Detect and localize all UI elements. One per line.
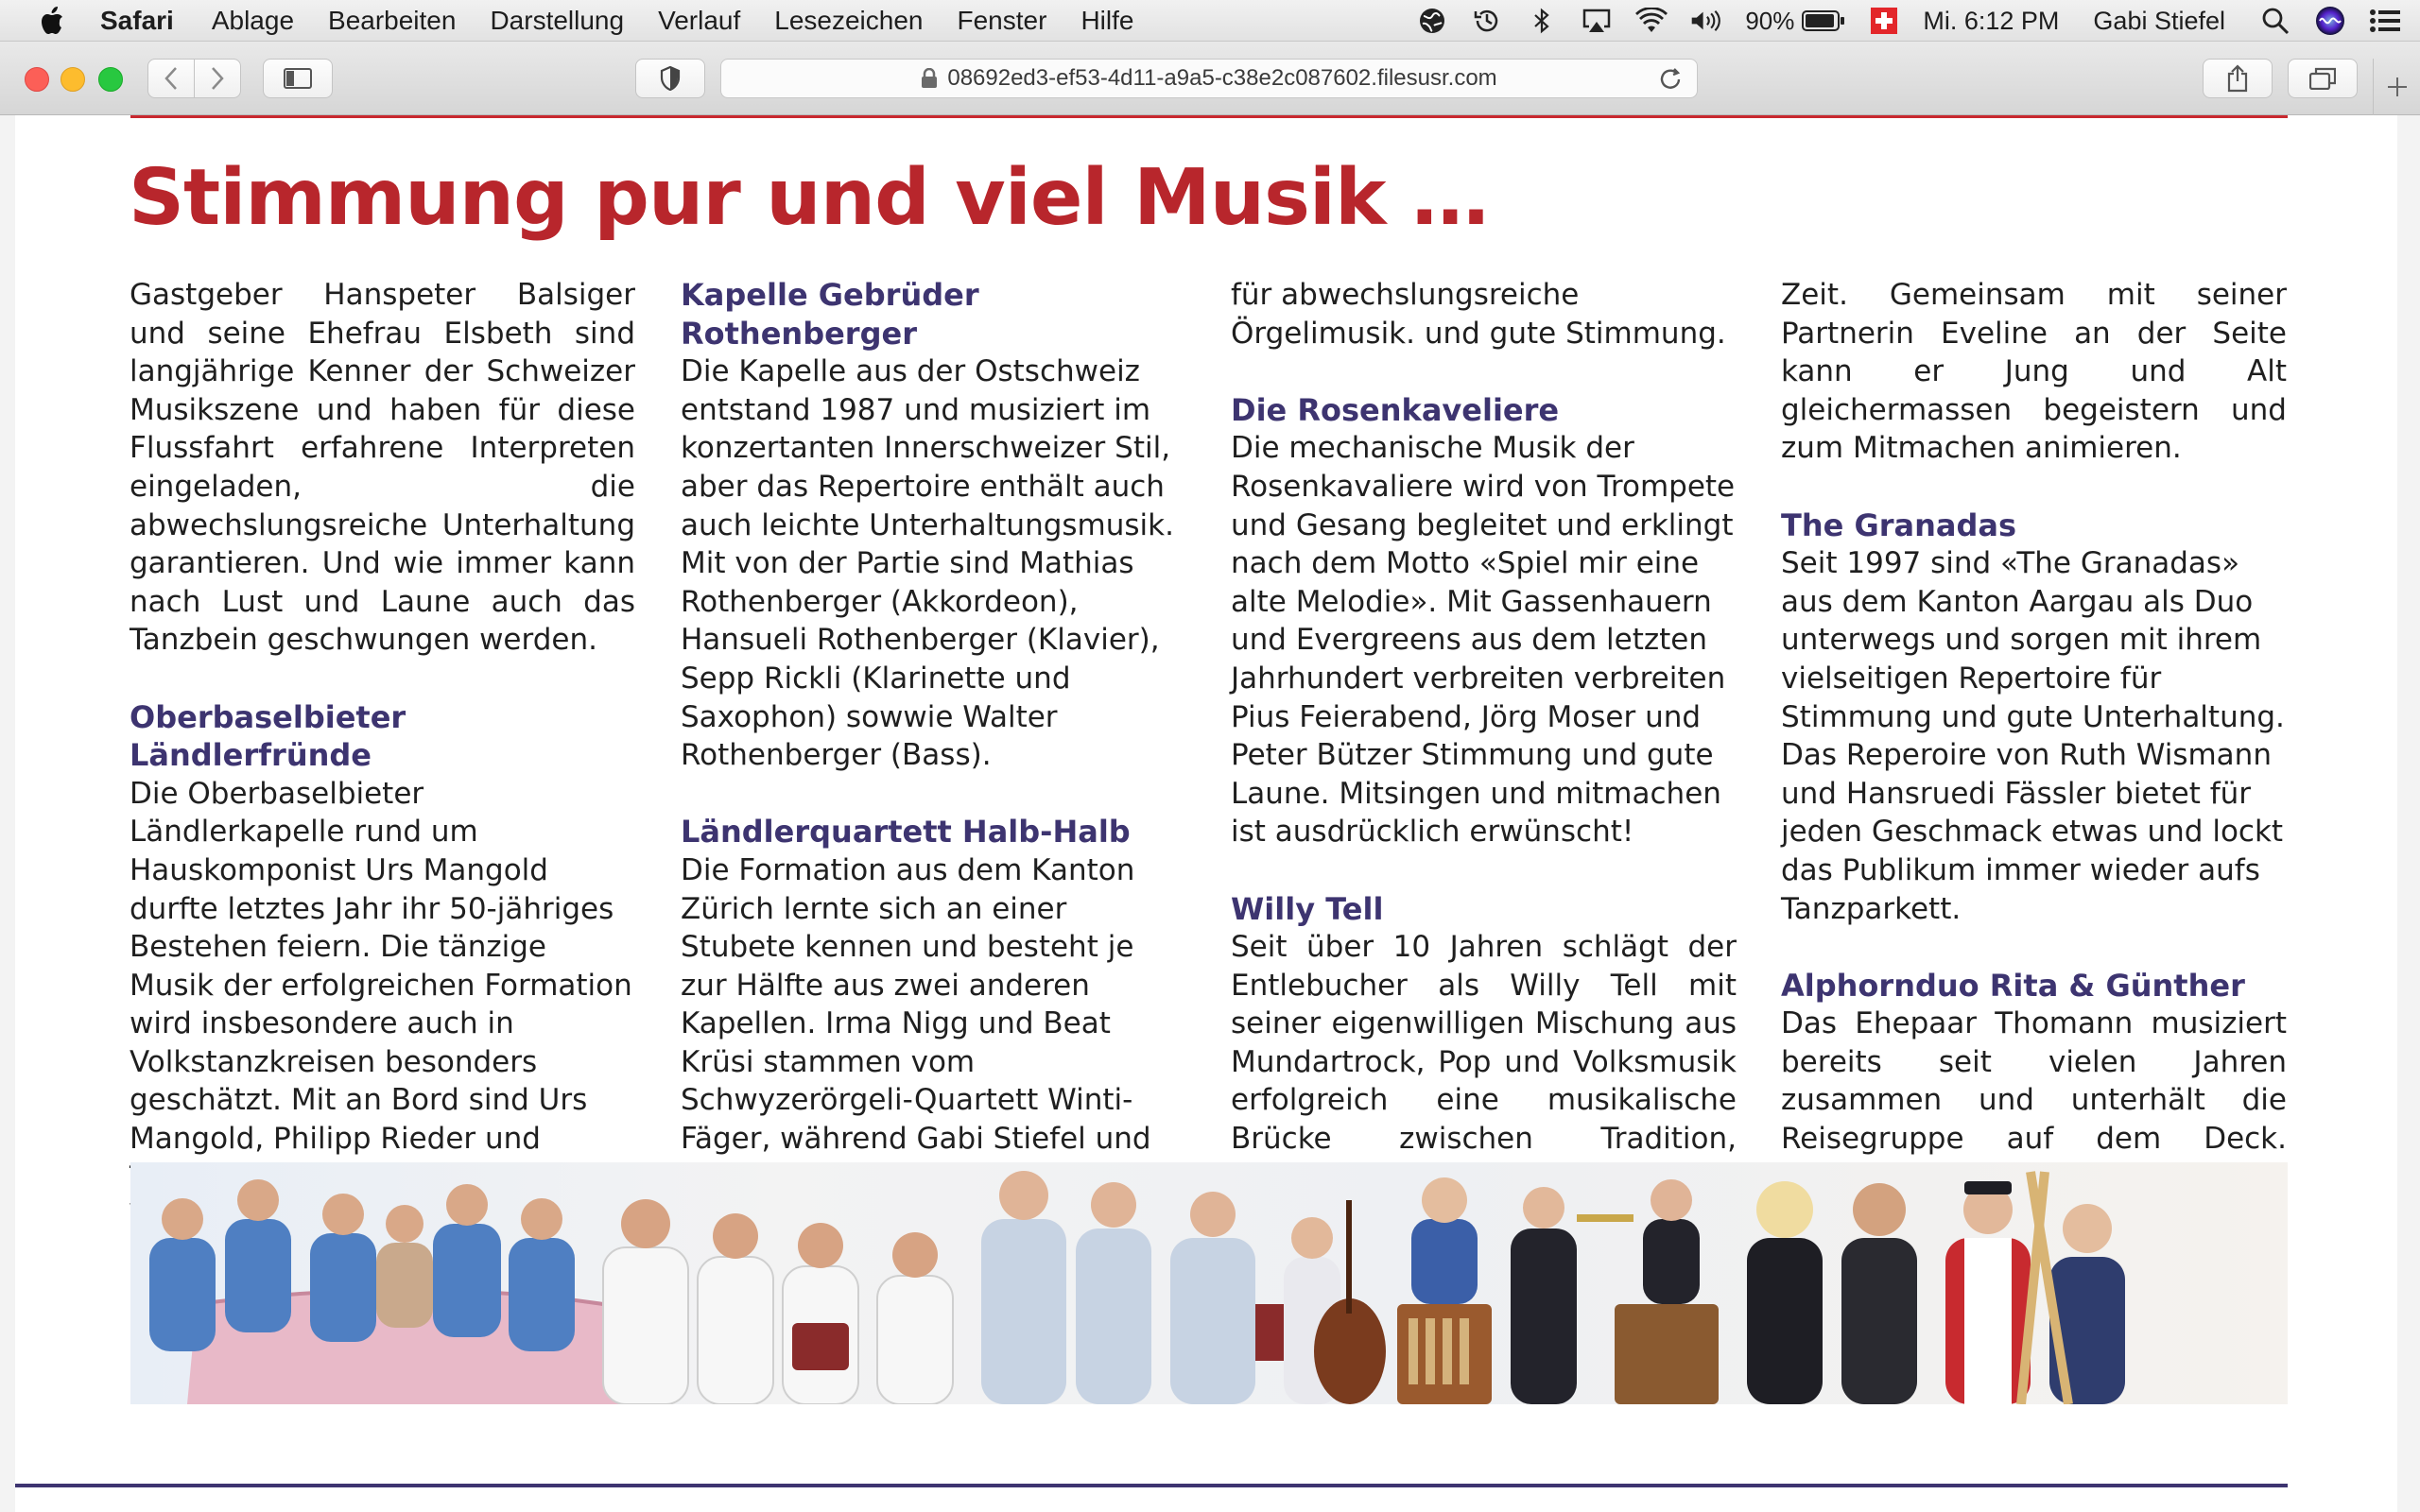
user-name[interactable]: Gabi Stiefel: [2093, 6, 2225, 35]
bottom-rule: [15, 1484, 2288, 1487]
back-button[interactable]: [147, 59, 195, 98]
share-button[interactable]: [2203, 59, 2273, 98]
section-rothenberger: [681, 276, 1186, 775]
section-title: Willy Tell: [1231, 890, 1384, 927]
page-margin-left: [0, 115, 15, 1512]
section-text: Das Ehepaar Thomann musiziert bereits seit vielen Jahren zusammen und unterhält die Reisegruppe auf dem Deck.: [1781, 1006, 2287, 1157]
section-text: Die Kapelle aus der Ostschweiz entstand 1987 und musiziert im konzertanten Innerschweizer Stil, aber das Repertoire enthält auch auch leichte Unterhaltungsmusik. Mit von der Partie sind Mathias Rothenberger (Akkordeon), Hansueli Rothenberger (Klavier), Sepp Rickli (Klarinette und Saxophon) sowwie Walter Rothenberger (Bass).: [681, 354, 1174, 773]
section-title: Alphornduo Rita & Günther: [1781, 967, 2245, 1004]
section-continuation: Zeit. Gemeinsam mit seiner Partnerin Eveline an der Seite kann er Jung und Alt gleichermassen begeistern und zum Mitmachen animieren.: [1781, 278, 2287, 466]
chevron-left-icon: [164, 66, 179, 91]
list-icon[interactable]: [2369, 5, 2401, 37]
battery-percent: 90%: [1745, 6, 1795, 35]
section-text: Die mechanische Musik der Rosenkavaliere wird von Trompete und Gesang begleitet und erklingt nach dem Motto «Spiel mir eine alte Melodie». Mit Gassenhauern und Evergreens aus dem letzten Jahrhundert verbreiten verbreiten Pius Feierabend, Jörg Moser und Peter Bützer Stimmung und gute Laune. Mitsingen und mitmachen ist ausdrücklich erwünscht!: [1231, 431, 1736, 850]
section-title: Ländlerquartett Halb-Halb: [681, 814, 1131, 850]
share-icon: [2226, 64, 2249, 93]
sidebar-toggle-button[interactable]: [263, 59, 333, 98]
swiss-flag-icon[interactable]: [1868, 5, 1900, 37]
clock[interactable]: Mi. 6:12 PM: [1923, 6, 2060, 35]
article-headline: Stimmung pur und viel Musik …: [129, 153, 1489, 243]
section-continuation: für abwechslungsreiche Örgelimusik. und gute Stimmung.: [1231, 278, 1726, 351]
menu-bearbeiten[interactable]: Bearbeiten: [328, 5, 457, 35]
plus-icon: [2386, 76, 2409, 98]
privacy-report-button[interactable]: [635, 59, 705, 98]
menu-app-safari[interactable]: Safari: [100, 5, 174, 35]
url-text: 08692ed3-ef53-4d11-a9a5-c38e2c087602.filesusr.com: [947, 65, 1497, 91]
top-rule: [130, 115, 2288, 118]
menu-hilfe[interactable]: Hilfe: [1080, 5, 1134, 35]
window-minimize-button[interactable]: [60, 67, 85, 92]
wifi-icon[interactable]: [1635, 5, 1668, 37]
article-column-3: [1231, 276, 1737, 1196]
section-text: Seit 1997 sind «The Granadas» aus dem Kanton Aargau als Duo unterwegs und sorgen mit ihrem vielseitigen Repertoire für Stimmung und gute Unterhaltung. Das Reperoire von Ruth Wismann und Hansruedi Fässler bietet für jeden Geschmack etwas und lockt das Publikum immer wieder aufs Tanzparkett.: [1781, 546, 2285, 926]
article-column-2: [681, 276, 1186, 1312]
menu-bar: [0, 0, 2420, 42]
page-viewport[interactable]: [0, 115, 2420, 1512]
status-area: [1416, 0, 2420, 42]
reload-icon[interactable]: [1657, 66, 1684, 93]
section-willy-tell: [1231, 890, 1737, 1197]
menu-fenster[interactable]: Fenster: [957, 5, 1047, 35]
section-granadas: [1781, 507, 2287, 929]
section-title: Kapelle Gebrüder Rothenberger: [681, 277, 979, 352]
new-tab-button[interactable]: [2373, 59, 2420, 115]
window-close-button[interactable]: [25, 67, 49, 92]
article-column-1: [130, 276, 635, 1312]
apple-menu-icon[interactable]: [40, 7, 64, 35]
menu-verlauf[interactable]: Verlauf: [658, 5, 741, 35]
article-intro: Gastgeber Hanspeter Balsiger und seine Ehefrau Elsbeth sind langjährige Kenner der Schweizer Musikszene und haben für diese Flussfahrt erfahrene Interpreten eingeladen, die abwechslungsreiche Unterhaltung garantieren. Und wie immer kann nach Lust und Laune auch das Tanzbein geschwungen werden.: [130, 278, 635, 658]
tab-overview-button[interactable]: [2288, 59, 2358, 98]
airplay-icon[interactable]: [1581, 5, 1613, 37]
article-column-4: [1781, 276, 2287, 1273]
section-text: Die Oberbaselbieter Ländlerkapelle rund um Hauskomponist Urs Mangold durfte letztes Jahr ihr 50-jähriges Bestehen feiern. Die tänzige Musik der erfolgreichen Formation wird insbesondere auch in Volkstanzkreisen besonders geschätzt. Mit an Bord sind Urs Mangold, Philipp Rieder und: [130, 776, 632, 1157]
menu-ablage[interactable]: Ablage: [211, 5, 295, 35]
section-text: Die Formation aus dem Kanton Zürich lernte sich an einer Stubete kennen und besteht je zur Hälfte aus zwei anderen Kapellen. Irma Nigg und Beat Krüsi stammen vom Schwyzerörgeli-Quartett Winti-Fäger, während Gabi Stiefel und: [681, 852, 1151, 1157]
section-text: Seit über 10 Jahren schlägt der Entlebucher als Willy Tell mit seiner eigenwilligen Mischung aus Mundartrock, Pop und Volksmusik erfolgreich eine musikalische Brücke zwischen Tradition,: [1231, 930, 1737, 1157]
time-machine-icon[interactable]: [1471, 5, 1503, 37]
forward-button[interactable]: [194, 59, 241, 98]
section-rosenkaveliere: [1231, 391, 1737, 851]
menu-lesezeichen[interactable]: Lesezeichen: [774, 5, 924, 35]
tabs-icon: [2309, 67, 2336, 90]
musicians-illustration: [130, 1162, 2288, 1404]
volume-icon[interactable]: [1690, 5, 1722, 37]
bluetooth-icon[interactable]: [1526, 5, 1558, 37]
siri-icon[interactable]: [2314, 5, 2346, 37]
globe-icon[interactable]: [1416, 5, 1448, 37]
musicians-photo-strip: [130, 1162, 2288, 1404]
battery-icon[interactable]: [1802, 5, 1845, 37]
page-margin-right: [2397, 115, 2420, 1512]
chevron-right-icon: [210, 66, 225, 91]
window-zoom-button[interactable]: [98, 67, 123, 92]
lock-icon: [921, 68, 938, 89]
section-title: Oberbaselbieter Ländlerfründe: [130, 698, 406, 774]
section-title: The Granadas: [1781, 507, 2017, 543]
menu-darstellung[interactable]: Darstellung: [490, 5, 625, 35]
search-icon[interactable]: [2259, 5, 2291, 37]
shield-icon: [660, 66, 681, 91]
browser-toolbar: [0, 42, 2420, 115]
sidebar-icon: [284, 68, 312, 89]
address-bar[interactable]: [720, 59, 1698, 98]
section-title: Die Rosenkaveliere: [1231, 391, 1560, 428]
